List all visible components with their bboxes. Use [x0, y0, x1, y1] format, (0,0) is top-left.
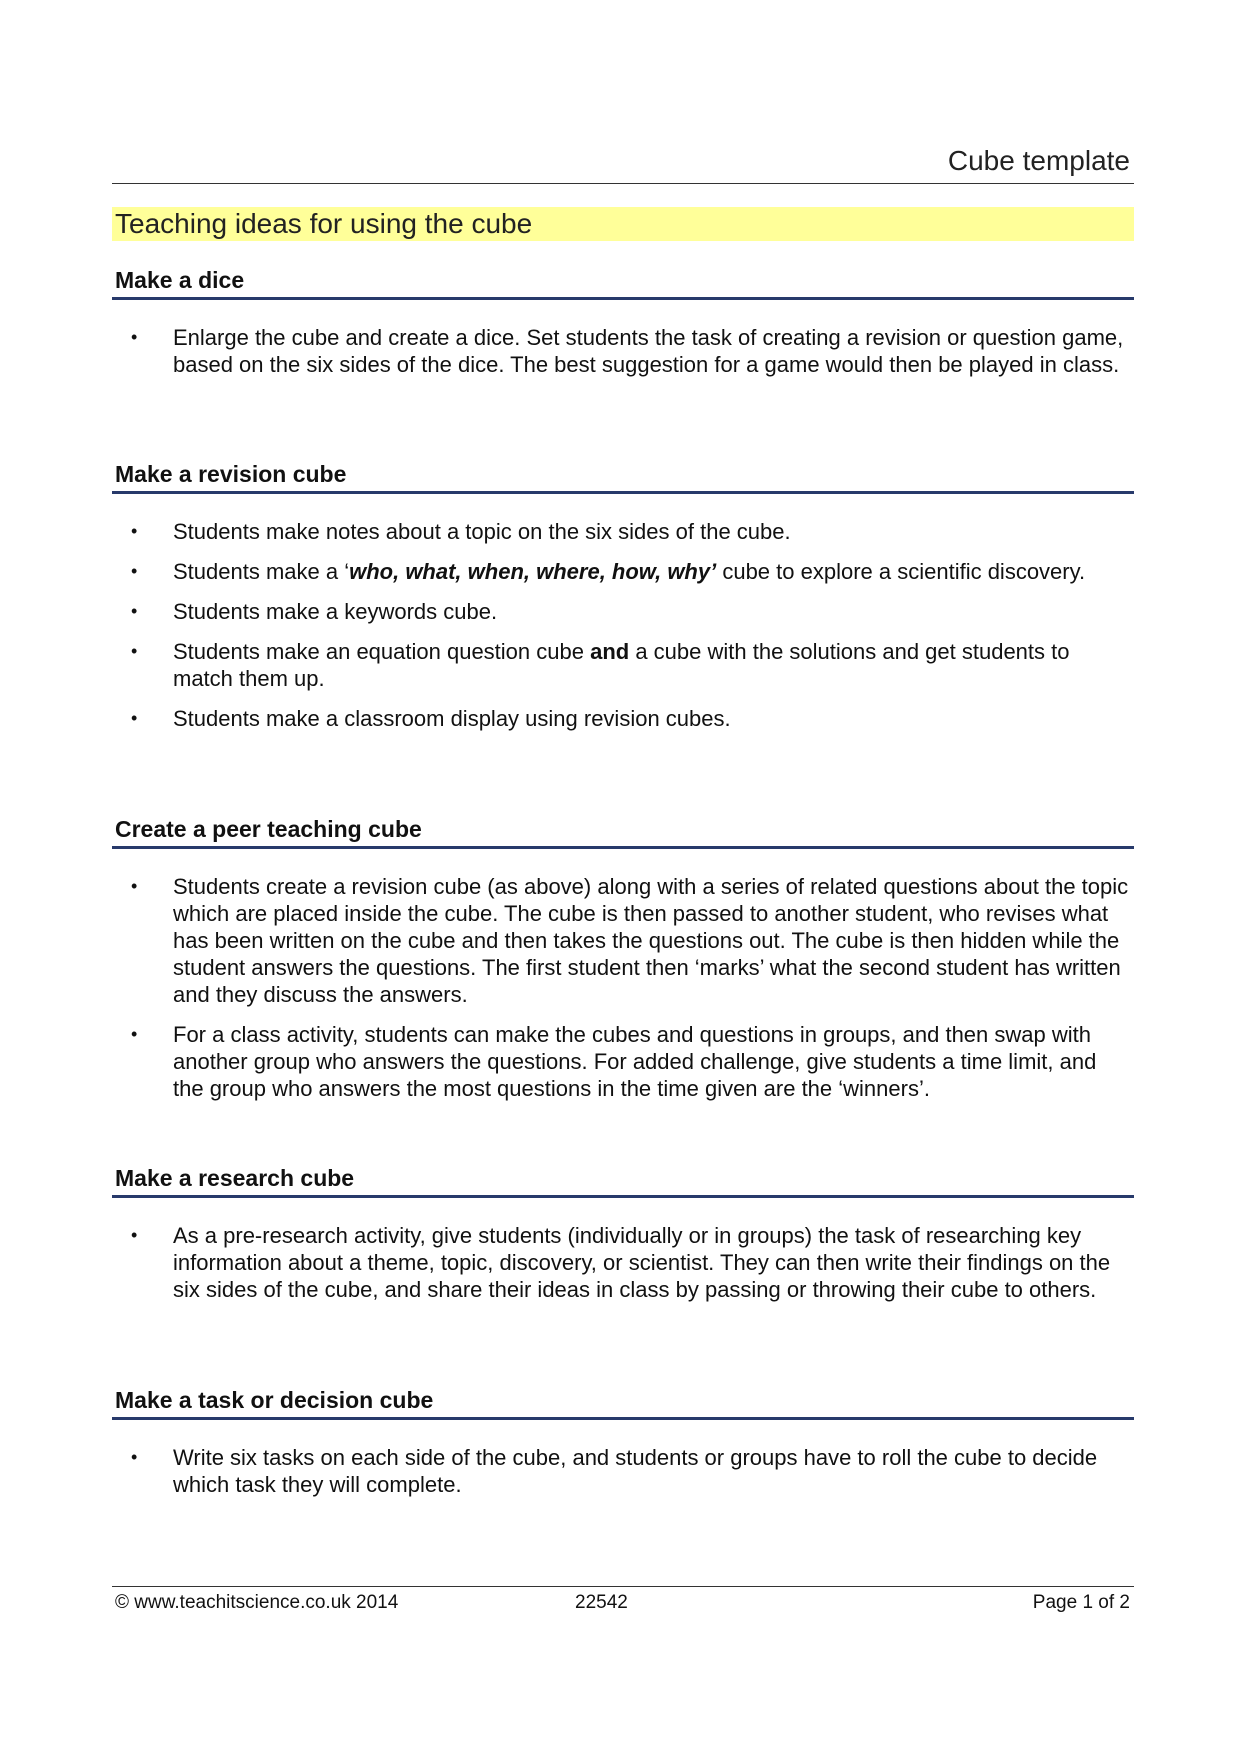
- footer-page-number: Page 1 of 2: [1032, 1592, 1130, 1613]
- list-item-text: Enlarge the cube and create a dice. Set students the task of creating a revision or question game, based on the six sides of the dice. The best suggestion for a game would then be played in class.: [173, 325, 1124, 377]
- bullet-icon: •: [131, 876, 138, 896]
- section-heading: Make a research cube: [112, 1164, 1134, 1198]
- section-make-a-task-or-decision-cube: [112, 1386, 1134, 1511]
- page-title: Teaching ideas for using the cube: [115, 208, 533, 239]
- bullet-icon: •: [131, 1024, 138, 1044]
- section-heading: Make a dice: [112, 266, 1134, 300]
- list-item: [112, 1444, 1134, 1498]
- bullet-list: [112, 873, 1134, 1102]
- list-item-text: Students create a revision cube (as above) along with a series of related questions about the topic which are placed inside the cube. The cube is then passed to another student, who revises what has been written on the cube and then takes the questions out. The cube is then hidden while the student answers the questions. The first student then ‘marks’ what the second student has written and they discuss the answers.: [173, 874, 1129, 1007]
- bullet-list: [112, 518, 1134, 732]
- list-item-text: As a pre-research activity, give students (individually or in groups) the task of researching key information about a theme, topic, discovery, or scientist. They can then write their findings on the six sides of the cube, and share their ideas in class by passing or throwing their cube to others.: [173, 1223, 1111, 1302]
- list-item: [112, 1021, 1134, 1102]
- list-item-text-start: Students make a ‘: [173, 559, 350, 584]
- section-heading: Make a revision cube: [112, 460, 1134, 494]
- bullet-icon: •: [131, 1225, 138, 1245]
- document-page: [112, 0, 1134, 1754]
- list-item: [112, 873, 1134, 1008]
- list-item: [112, 638, 1134, 692]
- list-item-text: Students make notes about a topic on the six sides of the cube.: [173, 519, 791, 544]
- section-make-a-revision-cube: [112, 460, 1134, 745]
- bullet-icon: •: [131, 641, 138, 661]
- bullet-list: [112, 324, 1134, 378]
- list-item-text: For a class activity, students can make the cubes and questions in groups, and then swap with another group who answers the questions. For added challenge, give students a time limit, and the group who answers the most questions in the time given are the ‘winners’.: [173, 1022, 1097, 1101]
- bullet-list: [112, 1222, 1134, 1303]
- bullet-icon: •: [131, 521, 138, 541]
- list-item: [112, 324, 1134, 378]
- list-item: [112, 518, 1134, 545]
- document-header: [112, 145, 1134, 184]
- list-item: [112, 558, 1134, 585]
- list-item-emphasis: who, what, when, where, how, why’: [349, 559, 717, 584]
- list-item-text: Students make a keywords cube.: [173, 599, 498, 624]
- section-make-a-dice: [112, 266, 1134, 391]
- list-item-text-start: Students make an equation question cube: [173, 639, 591, 664]
- list-item: [112, 1222, 1134, 1303]
- bullet-icon: •: [131, 561, 138, 581]
- document-header-title: Cube template: [947, 145, 1130, 176]
- list-item-text-end: cube to explore a scientific discovery.: [716, 559, 1086, 584]
- list-item: [112, 598, 1134, 625]
- section-heading: Make a task or decision cube: [112, 1386, 1134, 1420]
- bullet-icon: •: [131, 327, 138, 347]
- bullet-icon: •: [131, 1447, 138, 1467]
- section-create-a-peer-teaching-cube: [112, 815, 1134, 1115]
- list-item-text: Write six tasks on each side of the cube, and students or groups have to roll the cube to decide which task they will complete.: [173, 1445, 1098, 1497]
- list-item-text-end: a cube with the solutions and get students to match them up.: [173, 639, 1070, 691]
- bullet-icon: •: [131, 601, 138, 621]
- page-title-highlight: [112, 207, 1134, 241]
- section-make-a-research-cube: [112, 1164, 1134, 1316]
- list-item: [112, 705, 1134, 732]
- section-heading: Create a peer teaching cube: [112, 815, 1134, 849]
- list-item-text: Students make a classroom display using revision cubes.: [173, 706, 731, 731]
- bullet-icon: •: [131, 708, 138, 728]
- list-item-strong: and: [590, 639, 630, 664]
- bullet-list: [112, 1444, 1134, 1498]
- document-footer: [112, 1586, 1134, 1617]
- footer-copyright-link[interactable]: © www.teachitscience.co.uk 2014: [115, 1592, 399, 1613]
- footer-resource-code: 22542: [575, 1592, 628, 1613]
